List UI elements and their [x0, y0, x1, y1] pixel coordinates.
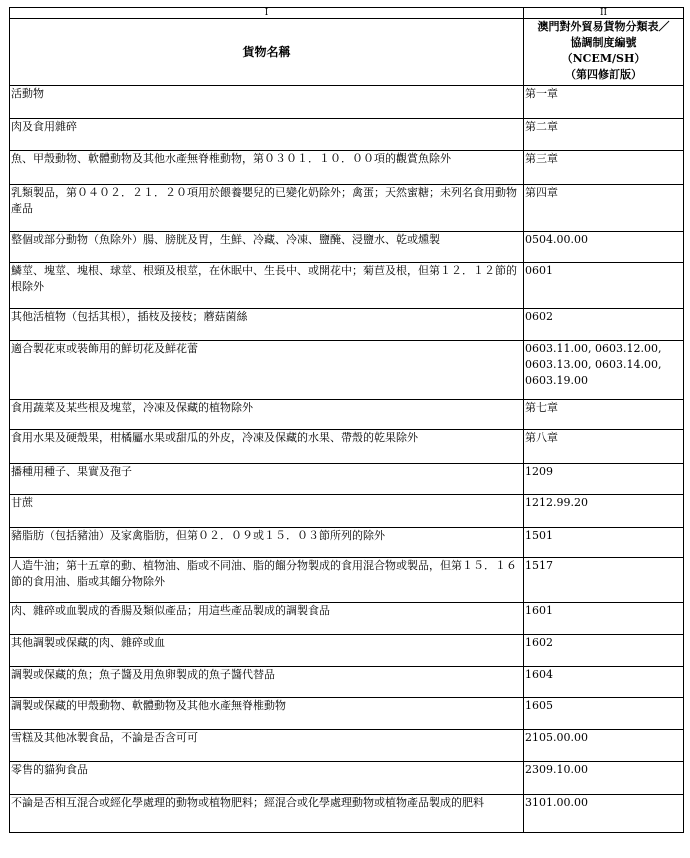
goods-name-cell: 播種用種子、果實及孢子 — [10, 464, 524, 495]
goods-name-cell: 豬脂肪（包括豬油）及家禽脂肪，但第０２．０９或１５．０３節所列的除外 — [10, 528, 524, 558]
table-row — [10, 119, 684, 151]
ncem-header-line: （NCEM/SH） — [561, 52, 646, 65]
ncem-code-cell: 0504.00.00 — [524, 232, 684, 263]
goods-name-cell: 調製或保藏的甲殼動物、軟體動物及其他水產無脊椎動物 — [10, 698, 524, 730]
ncem-code-cell: 1602 — [524, 635, 684, 667]
ncem-code-cell: 1212.99.20 — [524, 495, 684, 528]
ncem-code-cell: 第二章 — [524, 119, 684, 151]
goods-name-cell: 整個或部分動物（魚除外）腸、膀胱及胃，生鮮、冷藏、冷凍、鹽醃、浸鹽水、乾或燻製 — [10, 232, 524, 263]
ncem-header-line: （第四修訂版） — [565, 68, 642, 81]
goods-name-cell: 乳類製品，第０４０２．２１．２０項用於餵養嬰兒的已變化奶除外；禽蛋；天然蜜糖；未列名食用動物產品 — [10, 185, 524, 232]
table-row — [10, 464, 684, 495]
goods-name-cell: 食用蔬菜及某些根及塊莖，冷凍及保藏的植物除外 — [10, 400, 524, 430]
table-row — [10, 558, 684, 603]
goods-name-cell: 魚、甲殼動物、軟體動物及其他水產無脊椎動物，第０３０１．１０．００項的觀賞魚除外 — [10, 151, 524, 185]
table-row — [10, 400, 684, 430]
goods-name-cell: 肉、雜碎或血製成的香腸及類似產品；用這些產品製成的調製食品 — [10, 603, 524, 635]
table-row — [10, 730, 684, 762]
table-row — [10, 698, 684, 730]
goods-name-cell: 其他調製或保藏的肉、雜碎或血 — [10, 635, 524, 667]
ncem-header-line: 澳門對外貿易貨物分類表／ — [537, 20, 670, 33]
table-row — [10, 341, 684, 400]
table-row — [10, 151, 684, 185]
goods-name-cell: 甘蔗 — [10, 495, 524, 528]
ncem-code-cell: 1209 — [524, 464, 684, 495]
table-row — [10, 795, 684, 833]
table-row — [10, 185, 684, 232]
table-row — [10, 762, 684, 795]
table-row — [10, 86, 684, 119]
ncem-code-cell: 1501 — [524, 528, 684, 558]
goods-name-cell: 適合製花束或裝飾用的鮮切花及鮮花蕾 — [10, 341, 524, 400]
ncem-code-cell: 2309.10.00 — [524, 762, 684, 795]
goods-name-cell: 零售的貓狗食品 — [10, 762, 524, 795]
ncem-code-header — [524, 19, 684, 86]
column-i-numeral: I — [10, 8, 524, 19]
goods-name-cell: 調製或保藏的魚；魚子醬及用魚卵製成的魚子醬代替品 — [10, 667, 524, 698]
ncem-code-cell: 3101.00.00 — [524, 795, 684, 833]
ncem-code-cell: 0601 — [524, 263, 684, 309]
ncem-code-cell: 1517 — [524, 558, 684, 603]
ncem-code-cell: 第三章 — [524, 151, 684, 185]
table-row — [10, 232, 684, 263]
table-row — [10, 635, 684, 667]
ncem-header-line: 協調制度編號 — [570, 36, 637, 49]
table-row — [10, 309, 684, 341]
ncem-code-cell: 第七章 — [524, 400, 684, 430]
goods-name-header: 貨物名稱 — [10, 19, 524, 86]
table-row — [10, 263, 684, 309]
ncem-code-cell: 第四章 — [524, 185, 684, 232]
table-row — [10, 495, 684, 528]
goods-name-cell: 活動物 — [10, 86, 524, 119]
goods-name-cell: 其他活植物（包括其根），插枝及接枝；蘑菇菌絲 — [10, 309, 524, 341]
goods-table — [9, 7, 684, 833]
goods-name-cell: 肉及食用雜碎 — [10, 119, 524, 151]
goods-name-cell: 人造牛油；第十五章的動、植物油、脂或不同油、脂的餾分物製成的食用混合物或製品，但第１５．１６節的食用油、脂或其餾分物除外 — [10, 558, 524, 603]
table-row — [10, 528, 684, 558]
goods-name-cell: 不論是否相互混合或經化學處理的動物或植物肥料；經混合或化學處理動物或植物產品製成的肥料 — [10, 795, 524, 833]
column-ii-numeral: II — [524, 8, 684, 19]
goods-name-cell: 雪糕及其他冰製食品，不論是否含可可 — [10, 730, 524, 762]
goods-name-cell: 食用水果及硬殼果，柑橘屬水果或甜瓜的外皮，冷凍及保藏的水果、帶殼的乾果除外 — [10, 430, 524, 464]
header-row — [10, 19, 684, 86]
ncem-code-cell: 第一章 — [524, 86, 684, 119]
ncem-code-cell: 0603.11.00, 0603.12.00, 0603.13.00, 0603.14.00, 0603.19.00 — [524, 341, 684, 400]
table-row — [10, 603, 684, 635]
table-row — [10, 430, 684, 464]
ncem-code-cell: 2105.00.00 — [524, 730, 684, 762]
ncem-code-cell: 0602 — [524, 309, 684, 341]
column-numeral-row — [10, 8, 684, 19]
goods-name-cell: 鱗莖、塊莖、塊根、球莖、根頸及根莖，在休眠中、生長中、或開花中；菊苣及根，但第１２．１２節的根除外 — [10, 263, 524, 309]
ncem-code-cell: 1604 — [524, 667, 684, 698]
ncem-code-cell: 1601 — [524, 603, 684, 635]
ncem-code-cell: 第八章 — [524, 430, 684, 464]
ncem-code-cell: 1605 — [524, 698, 684, 730]
table-row — [10, 667, 684, 698]
